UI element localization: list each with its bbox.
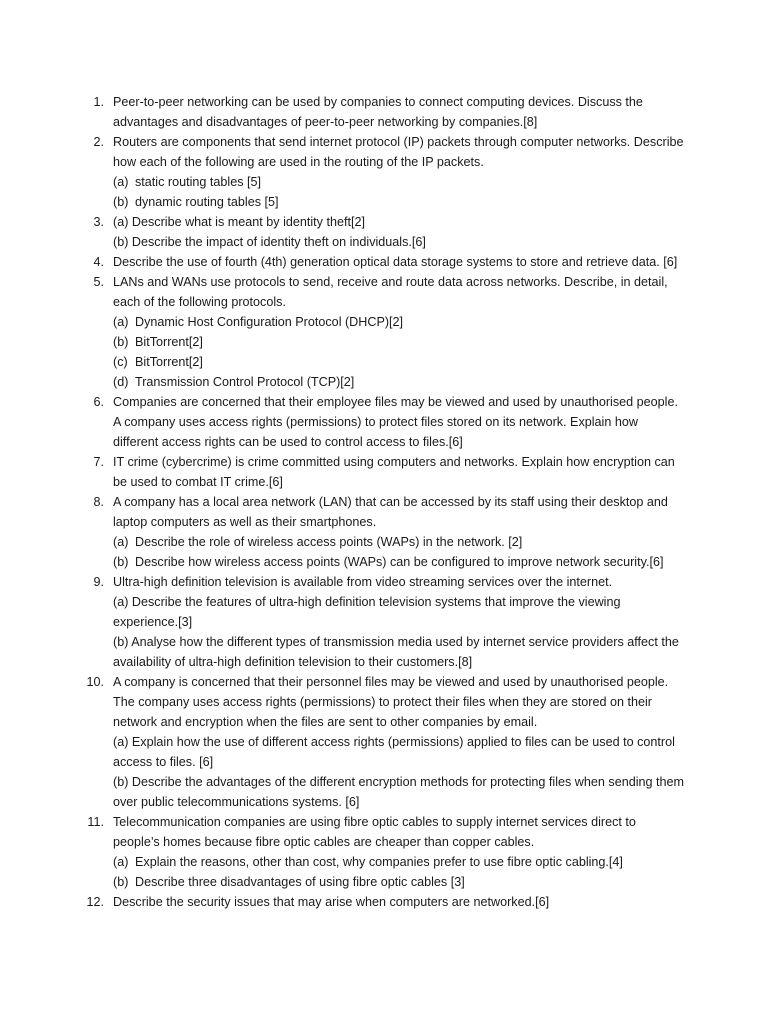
question-subpart [113,772,684,812]
subpart-text: static routing tables [5] [135,175,262,189]
subpart-label: (b) [113,555,129,569]
subpart-text: dynamic routing tables [5] [135,195,279,209]
question-number: 11. [87,815,104,829]
subpart-text: Describe three disadvantages of using fibre optic cables [3] [135,875,465,889]
question-number: 9. [93,575,104,589]
question-number: 6. [93,395,104,409]
subpart-text: Describe the role of wireless access points (WAPs) in the network. [2] [135,535,523,549]
question-subpart [113,312,684,332]
question-number: 4. [93,255,104,269]
subpart-text: Describe how wireless access points (WAPs) can be configured to improve network security.[6] [135,555,664,569]
question-text: Telecommunication companies are using fibre optic cables to supply internet services direct to people’s homes because fibre optic cables are cheaper than copper cables. [113,815,636,849]
question-list [84,92,684,912]
question-number: 8. [93,495,104,509]
question-item [84,272,684,392]
question-item [84,572,684,672]
subpart-label: (d) [113,375,129,389]
question-number: 1. [93,95,104,109]
subpart-label: (a) [113,315,129,329]
question-text: IT crime (cybercrime) is crime committed using computers and networks. Explain how encryption can be used to combat IT crime.[6] [113,455,675,489]
subpart-label: (a) [113,855,129,869]
question-subpart [113,592,684,632]
question-text: A company has a local area network (LAN) that can be accessed by its staff using their desktop and laptop computers as well as their smartphones. [113,495,668,529]
question-subpart [113,732,684,772]
question-number: 12. [86,895,104,909]
question-text: Describe the use of fourth (4th) generation optical data storage systems to store and retrieve data. [6] [113,255,678,269]
question-subpart [113,232,684,252]
question-text: Companies are concerned that their employee files may be viewed and used by unauthorised people. A company uses access rights (permissions) to protect files stored on its network. Explain how different access rights can be used to control access to files.[6] [113,395,678,449]
subpart-text: (b) Describe the impact of identity theft on individuals.[6] [113,235,426,249]
question-item [84,672,684,812]
subpart-label: (a) [113,175,129,189]
question-item [84,812,684,892]
subpart-text: Explain the reasons, other than cost, why companies prefer to use fibre optic cabling.[4] [135,855,623,869]
question-text: LANs and WANs use protocols to send, receive and route data across networks. Describe, in detail, each of the following protocols. [113,275,668,309]
question-subpart [113,852,684,872]
subpart-label: (c) [113,355,128,369]
subpart-text: (a) Describe the features of ultra-high definition television systems that improve the viewing experience.[3] [113,595,621,629]
question-item [84,92,684,132]
subpart-label: (b) [113,335,129,349]
question-subpart [113,172,684,192]
subpart-label: (a) [113,535,129,549]
question-text: (a) Describe what is meant by identity theft[2] [113,215,365,229]
question-number: 3. [93,215,104,229]
subpart-label: (b) [113,195,129,209]
question-item [84,132,684,212]
subpart-text: Transmission Control Protocol (TCP)[2] [135,375,355,389]
subpart-label: (b) [113,875,129,889]
question-item [84,212,684,252]
question-number: 5. [93,275,104,289]
question-subpart [113,352,684,372]
question-subpart [113,192,684,212]
subpart-text: BitTorrent[2] [135,335,203,349]
question-item [84,392,684,452]
subpart-text: (a) Explain how the use of different access rights (permissions) applied to files can be used to control access to files. [6] [113,735,675,769]
question-subpart [113,552,684,572]
question-subpart [113,632,684,672]
question-text: A company is concerned that their personnel files may be viewed and used by unauthorised people. The company uses access rights (permissions) to protect their files when they are stored on their network and encryption when the files are sent to other companies by email. [113,675,669,729]
question-text: Routers are components that send internet protocol (IP) packets through computer networks. Describe how each of the following are used in the routing of the IP packets. [113,135,684,169]
question-text: Describe the security issues that may arise when computers are networked.[6] [113,895,550,909]
question-number: 7. [93,455,104,469]
question-item [84,252,684,272]
subpart-text: Dynamic Host Configuration Protocol (DHCP)[2] [135,315,404,329]
question-number: 10. [86,675,104,689]
question-item [84,892,684,912]
subpart-text: (b) Analyse how the different types of transmission media used by internet service providers affect the availability of ultra-high definition television to their customers.[8] [113,635,679,669]
question-subpart [113,532,684,552]
subpart-text: (b) Describe the advantages of the different encryption methods for protecting files when sending them over public telecommunications systems. [6] [113,775,685,809]
question-item [84,452,684,492]
question-subpart [113,332,684,352]
question-text: Peer-to-peer networking can be used by companies to connect computing devices. Discuss the advantages and disadvantages of peer-to-peer networking by companies.[8] [113,95,643,129]
question-subpart [113,872,684,892]
subpart-text: BitTorrent[2] [135,355,203,369]
question-item [84,492,684,572]
question-text: Ultra-high definition television is available from video streaming services over the internet. [113,575,613,589]
question-subpart [113,372,684,392]
question-number: 2. [93,135,104,149]
